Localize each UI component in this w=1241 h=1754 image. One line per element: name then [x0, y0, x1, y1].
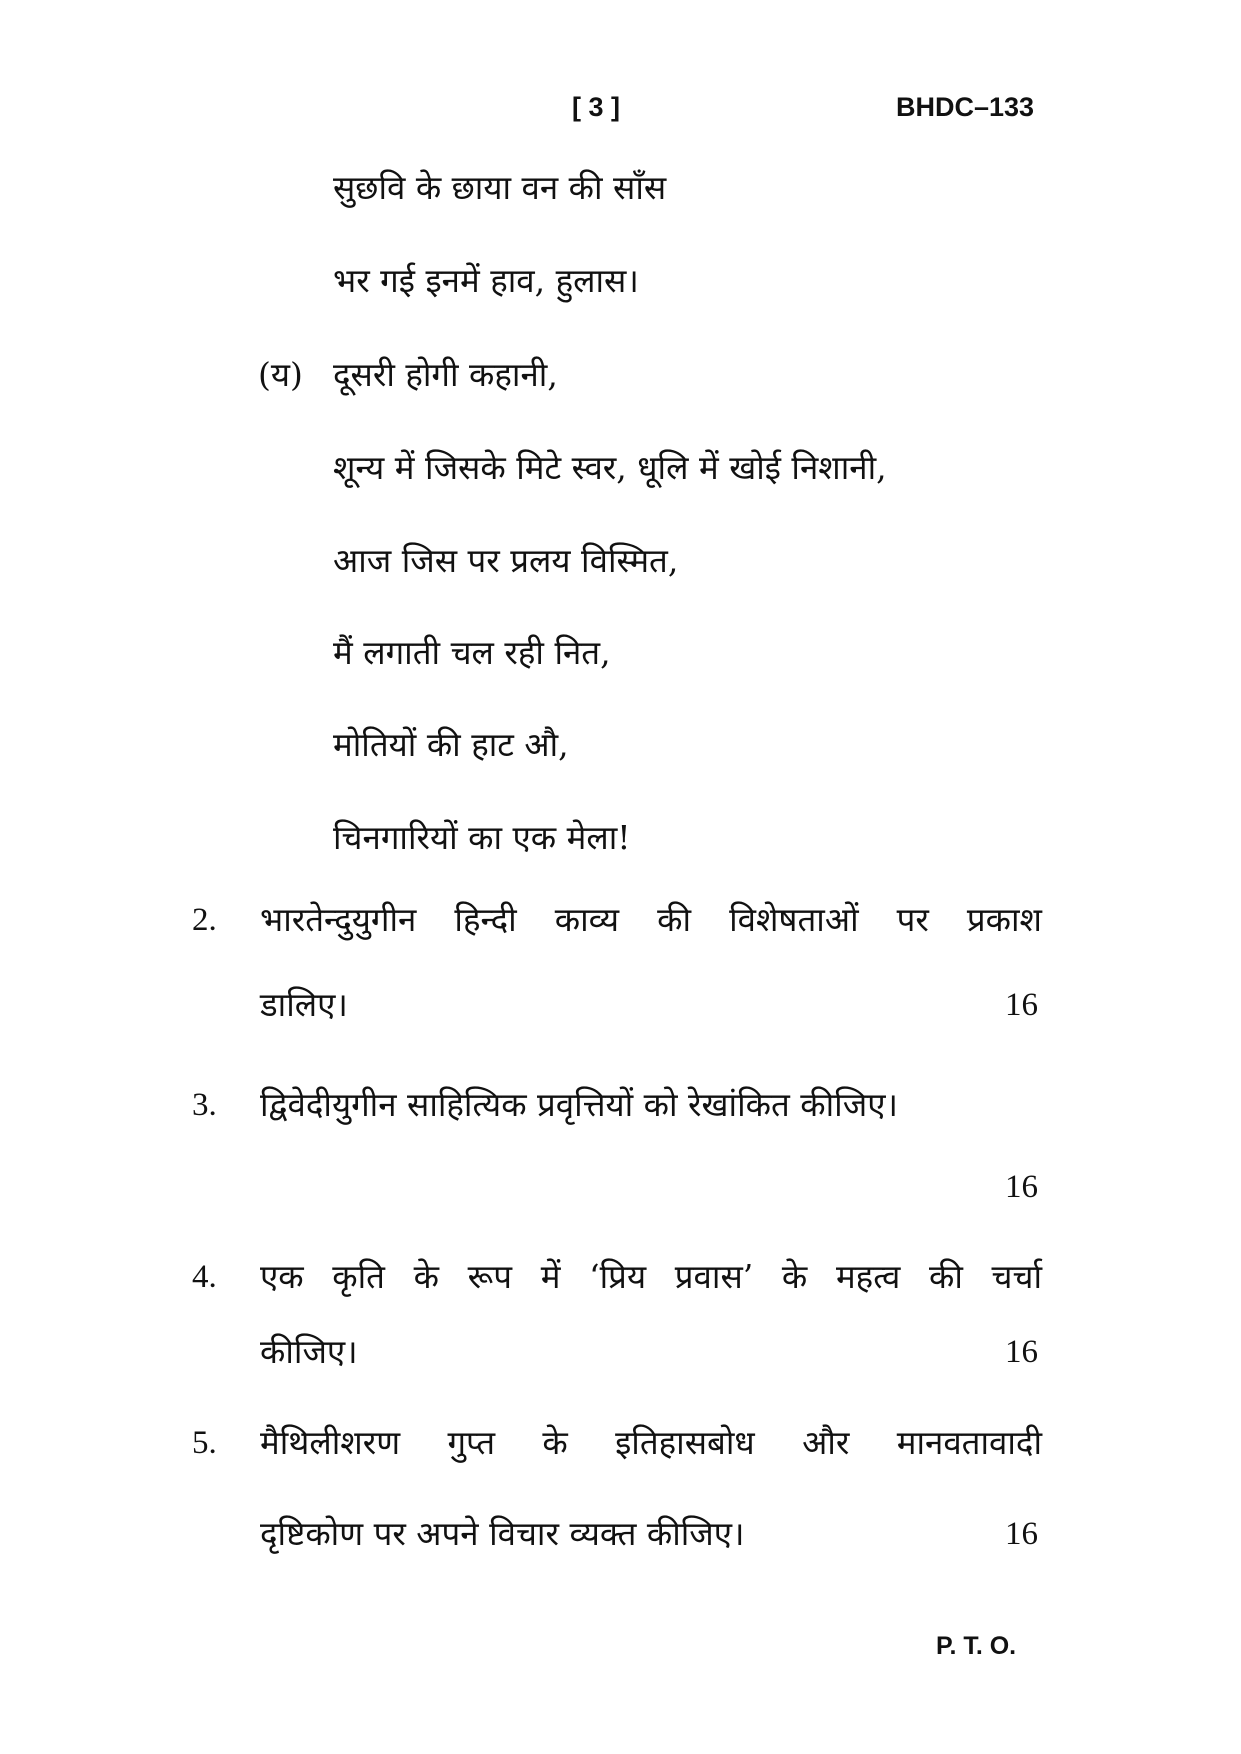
question-text: डालिए।: [260, 985, 348, 1024]
question-number: 2.: [192, 902, 217, 938]
passage-line: चिनगारियों का एक मेला!: [333, 818, 631, 857]
question-text: मैथिलीशरण गुप्त के इतिहासबोध और मानवतावादी: [260, 1423, 1042, 1462]
page-number: [ 3 ]: [572, 92, 621, 122]
passage-line: आज जिस पर प्रलय विस्मित,: [333, 541, 679, 580]
question-text: एक कृति के रूप में ‘प्रिय प्रवास’ के महत्व की चर्चा: [260, 1257, 1042, 1296]
question-number: 3.: [192, 1087, 217, 1123]
poem-line: भर गई इनमें हाव, हुलास।: [333, 261, 639, 300]
question-marks: 16: [1005, 987, 1038, 1023]
passage-line: मोतियों की हाट औ,: [333, 725, 569, 764]
question-text: द्विवेदीयुगीन साहित्यिक प्रवृत्तियों को रेखांकित कीजिए।: [260, 1085, 898, 1124]
question-text: दृष्टिकोण पर अपने विचार व्यक्त कीजिए।: [260, 1514, 745, 1553]
passage-label: (य): [258, 355, 303, 394]
question-marks: 16: [1005, 1334, 1038, 1370]
question-number: 5.: [192, 1425, 217, 1461]
question-text: कीजिए।: [260, 1332, 358, 1371]
pto-label: P. T. O.: [936, 1632, 1017, 1660]
passage-line: मैं लगाती चल रही नित,: [333, 633, 611, 672]
passage-line: शून्य में जिसके मिटे स्वर, धूलि में खोई निशानी,: [333, 448, 887, 487]
poem-line: सुछवि के छाया वन की साँस: [333, 168, 667, 207]
question-marks: 16: [1005, 1516, 1038, 1552]
question-number: 4.: [192, 1259, 217, 1295]
question-text: भारतेन्दुयुगीन हिन्दी काव्य की विशेषताओं पर प्रकाश: [260, 900, 1042, 939]
paper-code: BHDC–133: [896, 92, 1035, 122]
passage-line: दूसरी होगी कहानी,: [333, 355, 558, 394]
question-marks: 16: [1005, 1169, 1038, 1205]
